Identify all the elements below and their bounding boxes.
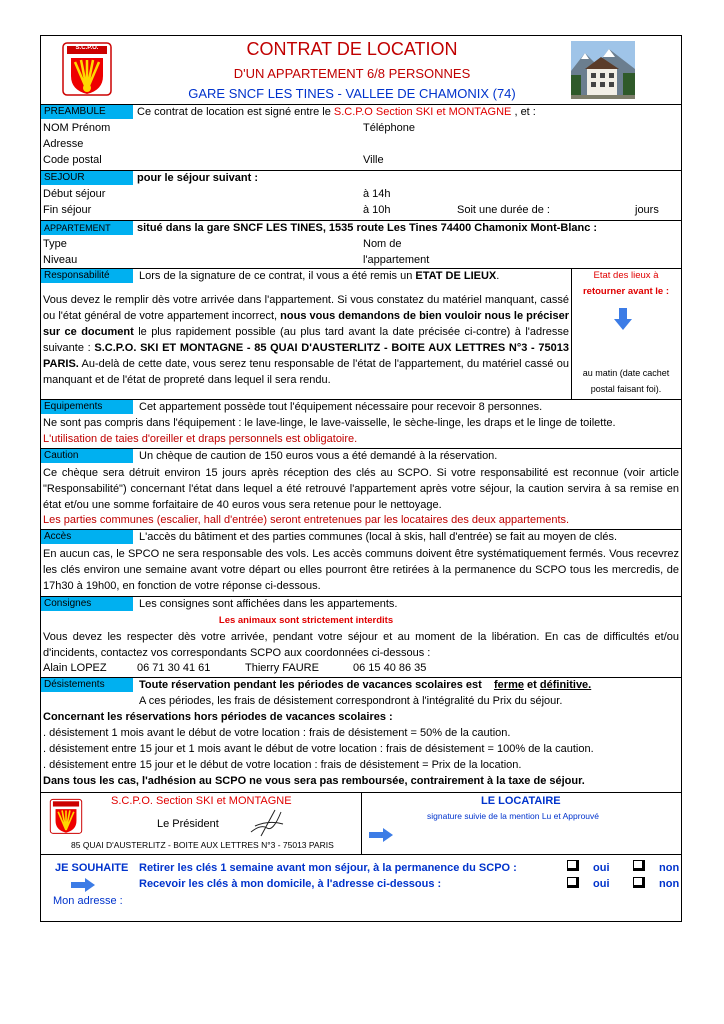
tag-acces: Accès [41,530,133,544]
equipements-line1: Cet appartement possède tout l'équipement nécessaire pour recevoir 8 personnes. [139,401,543,413]
contract-sheet [40,35,682,922]
tag-appartement: APPARTEMENT [41,221,133,235]
tag-desistements: Désistements [41,678,133,692]
equipements-line3: L'utilisation de taies d'oreiller et draps personnels est obligatoire. [43,433,358,445]
checkbox-retirer-non[interactable] [633,859,645,871]
etat-lieux-note: Etat des lieux à [593,270,659,281]
checkbox-recevoir-non[interactable] [633,876,645,888]
equipements-line2: Ne sont pas compris dans l'équipement : le lave-linge, le lave-vaisselle, le sèche-linge, les draps et le linge de toilette. [43,417,616,429]
fin-heure: à 10h [363,204,391,216]
president-label: Le Président [157,818,219,830]
field-niveau[interactable]: Niveau [43,254,78,266]
contact1-phone[interactable]: 06 71 30 41 61 [137,662,211,674]
responsabilite-intro: Lors de la signature de ce contrat, il vous a été remis un ETAT DE LIEUX. [139,270,500,282]
cachet-note-1: au matin (date cachet [582,368,670,378]
etat-lieux-deadline: retourner avant le : [582,286,670,297]
president-signature [247,806,287,841]
sejour-intro: pour le séjour suivant : [137,172,259,184]
contract-title: CONTRAT DE LOCATION [246,39,458,59]
scpo-address: 85 QUAI D'AUSTERLITZ - BOITE AUX LETTRES N°3 - 75013 PARIS [71,840,334,850]
field-code-postal[interactable]: Code postal [43,154,102,166]
field-telephone[interactable]: Téléphone [363,122,415,134]
desistements-line5: . désistement entre 15 jour et 1 mois avant le début de votre location : frais de désistement = 100% de la caution. [43,743,594,755]
field-debut-sejour[interactable]: Début séjour [43,188,106,200]
contact1-name: Alain LOPEZ [43,662,107,674]
consignes-line1: Les consignes sont affichées dans les appartements. [139,598,398,610]
contact2-phone[interactable]: 06 15 40 86 35 [353,662,427,674]
debut-heure: à 14h [363,188,391,200]
field-duree[interactable]: Soit une durée de : [457,204,550,216]
tag-consignes: Consignes [41,597,133,611]
preambule-intro: Ce contrat de location est signé entre le S.C.P.O Section SKI et MONTAGNE , et : [137,106,536,118]
scpo-logo: S.C.P.O. [61,42,113,98]
desistements-line4: . désistement 1 mois avant le début de votre location : frais de désistement = 50% de la caution. [43,727,511,739]
right-arrow-icon-2 [71,878,95,895]
desistements-line3: Concernant les réservations hors périodes de vacances scolaires : [43,711,393,723]
desistements-line1: Toute réservation pendant les périodes de vacances scolaires est ferme et définitive. [139,679,592,691]
contract-location: GARE SNCF LES TINES - VALLEE DE CHAMONIX (74) [188,86,516,101]
field-ville[interactable]: Ville [363,154,384,166]
tag-caution: Caution [41,449,133,463]
cachet-note-2: postal faisant foi). [590,384,662,394]
duree-unit: jours [635,204,659,216]
down-arrow-icon [614,308,632,333]
desistements-line7: Dans tous les cas, l'adhésion au SCPO ne vous sera pas remboursée, contrairement à la taxe de séjour. [43,775,585,787]
scpo-logo-small [49,798,83,836]
oui-label-1: oui [593,862,610,874]
acces-paragraph: En aucun cas, le SPCO ne sera responsable des vols. Les accès communs doivent être systématiquement fermés. Vous recevrez les clés environ une semaine avant votre départ ou elles pourront être retirées à la permanence du SCPO tous les mercredis, de 17h30 à 19h00, en fonction de votre réponse ci-dessous. [43,548,679,592]
option-retirer-cles: Retirer les clés 1 semaine avant mon séjour, à la permanence du SCPO : [139,862,517,874]
option-recevoir-cles: Recevoir les clés à mon domicile, à l'adresse ci-dessous : [139,878,442,890]
consignes-paragraph: Vous devez les respecter dès votre arrivée, pendant votre séjour et au moment de la libération. En cas de difficultés et/ou d'incidents, contactez vos correspondants SCPO aux coordonnées ci-dessous : [43,631,679,659]
field-nom-prenom[interactable]: NOM Prénom [43,122,111,134]
appartement-intro: situé dans la gare SNCF LES TINES, 1535 route Les Tines 74400 Chamonix Mont-Blanc : [137,222,598,234]
nom-appartement-label: l'appartement [363,254,430,266]
checkbox-recevoir-oui[interactable] [567,876,579,888]
tag-sejour: SEJOUR [41,171,133,185]
contract-subtitle: D'UN APPARTEMENT 6/8 PERSONNES [233,66,471,81]
non-label-1: non [659,862,680,874]
desistements-line6: . désistement entre 15 jour et le début de votre location : frais de désistement = Prix de la location. [43,759,522,771]
caution-line1: Un chèque de caution de 150 euros vous a été demandé à la réservation. [139,450,498,462]
souhait-label: JE SOUHAITE [55,862,129,874]
field-mon-adresse[interactable]: Mon adresse : [53,895,123,907]
field-type[interactable]: Type [43,238,67,250]
responsabilite-paragraph: Vous devez le remplir dès votre arrivée dans l'appartement. Si vous constatez du matériel manquant, cassé ou l'état général de votre appartement incorrect, nous vous demandons de bien vouloir nous le préciser sur ce document le plus rapidement possible (au plus tard avant la date précisée ci-contre) à l'adresse suivante : S.C.P.O. SKI ET MONTAGNE - 85 QUAI D'AUSTERLITZ - BOITE AUX LETTRES N°3 - 75013 PARIS. Au-delà de cette date, vous serez tenu responsable de l'état de l'appartement, du matériel cassé ou manquant et de l'état de propreté dans lequel il sera rendu. [43,294,569,386]
chalet-photo [571,41,635,99]
contact2-name: Thierry FAURE [245,662,319,674]
tag-preambule: PREAMBULE [41,105,133,119]
desistements-line2: A ces périodes, les frais de désistement correspondront à l'intégralité du Prix du séjour. [139,695,563,707]
scpo-signature-title: S.C.P.O. Section SKI et MONTAGNE [111,795,292,807]
right-arrow-icon [369,828,393,845]
oui-label-2: oui [593,878,610,890]
caution-parties-communes: Les parties communes (escalier, hall d'entrée) seront entretenues par les locataires des deux appartements. [43,514,570,526]
field-fin-sejour[interactable]: Fin séjour [43,204,92,216]
animaux-interdits: Les animaux sont strictement interdits [218,615,394,626]
non-label-2: non [659,878,680,890]
acces-line1: L'accès du bâtiment et des parties communes (local à skis, hall d'entrée) se fait au moyen de clés. [139,531,618,543]
checkbox-retirer-oui[interactable] [567,859,579,871]
locataire-title: LE LOCATAIRE [481,795,561,807]
tag-responsabilite: Responsabilité [41,269,133,283]
caution-paragraph: Ce chèque sera détruit environ 15 jours après réception des clés au SCPO. Si votre responsabilité est reconnue (voir article "Responsabilité") concernant l'état dans lequel a été retrouvé l'appartement après votre séjour, la caution servira à sa remise en état et/ou une somme forfaitaire de 40 euros vous sera retenue pour le nettoyage. [43,467,679,511]
field-nom-appartement[interactable]: Nom de [363,238,402,250]
locataire-note: signature suivie de la mention Lu et Approuvé [427,811,600,821]
tag-equipements: Equipements [41,400,133,414]
field-adresse[interactable]: Adresse [43,138,84,150]
